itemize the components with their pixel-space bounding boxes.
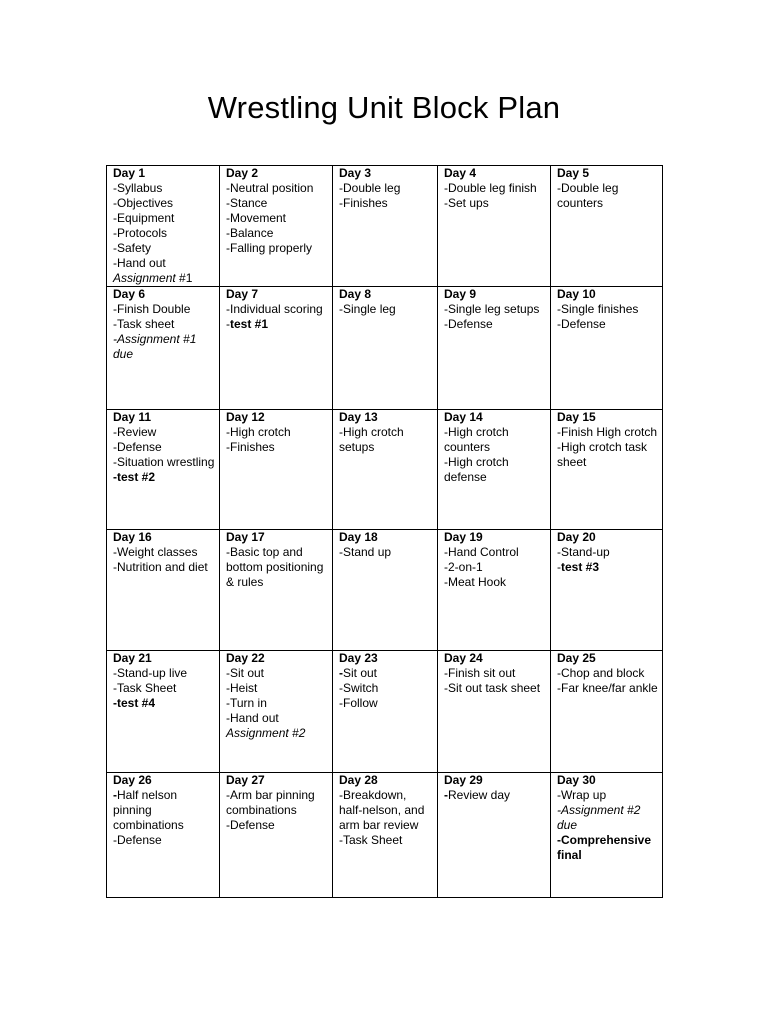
activity-text: Assignment #2 <box>226 726 306 740</box>
activity-line <box>226 545 328 590</box>
activity-text: -Finishes <box>226 440 275 454</box>
activity-text: -Follow <box>339 696 378 710</box>
activity-line <box>226 211 328 226</box>
activity-text: -Defense <box>113 440 162 454</box>
day-cell <box>107 287 220 410</box>
activity-text: Assignment <box>113 271 180 285</box>
activity-line <box>226 666 328 681</box>
day-cell <box>333 651 438 773</box>
activity-line <box>113 833 215 848</box>
day-label: Day 8 <box>339 287 372 301</box>
activity-text: Half nelson pinning combinations <box>113 788 184 832</box>
activity-text: - <box>113 788 117 802</box>
activity-text: -Defense <box>226 818 275 832</box>
day-label: Day 24 <box>444 651 483 665</box>
day-label: Day 3 <box>339 166 372 180</box>
activity-text: -Falling properly <box>226 241 313 255</box>
activity-text: -Breakdown, half-nelson, and arm bar review <box>339 788 425 832</box>
activity-text: -Switch <box>339 681 379 695</box>
day-cell <box>333 530 438 651</box>
activity-text: -Weight classes <box>113 545 198 559</box>
activity-text: -Comprehensive final <box>557 833 652 862</box>
activity-line <box>339 425 433 455</box>
activity-text: -Basic top and bottom positioning & rules <box>226 545 324 589</box>
activity-line <box>226 181 328 196</box>
activity-text: -Objectives <box>113 196 174 210</box>
day-cell <box>107 651 220 773</box>
activity-line <box>113 455 215 470</box>
day-cell <box>107 166 220 287</box>
activity-text: test #3 <box>561 560 600 574</box>
day-cell <box>551 287 663 410</box>
activity-text: -Defense <box>444 317 493 331</box>
activity-text: -Single leg <box>339 302 396 316</box>
activity-line <box>113 560 215 575</box>
day-cell <box>107 410 220 530</box>
activity-line <box>113 696 215 711</box>
table-row <box>107 651 663 773</box>
day-label: Day 5 <box>557 166 590 180</box>
activity-line <box>444 317 546 332</box>
activity-text: -Double leg counters <box>557 181 619 210</box>
day-cell <box>551 410 663 530</box>
day-label: Day 14 <box>444 410 483 424</box>
day-label: Day 30 <box>557 773 596 787</box>
activity-text: -Hand out <box>226 711 279 725</box>
activity-line <box>113 181 215 196</box>
activity-text: -High crotch defense <box>444 455 509 484</box>
day-label: Day 15 <box>557 410 596 424</box>
day-cell <box>333 410 438 530</box>
activity-text: -Finishes <box>339 196 388 210</box>
activity-text: -Assignment #1 due <box>113 332 197 361</box>
activity-line <box>113 211 215 226</box>
activity-text: -test #2 <box>113 470 156 484</box>
activity-text: -Syllabus <box>113 181 163 195</box>
day-label: Day 29 <box>444 773 483 787</box>
activity-line <box>226 241 328 256</box>
day-cell <box>220 166 333 287</box>
block-plan-table <box>106 165 663 898</box>
activity-line <box>444 788 546 803</box>
activity-text: -Situation wrestling <box>113 455 215 469</box>
day-cell <box>551 530 663 651</box>
activity-text: -Task sheet <box>113 317 175 331</box>
activity-text: -Assignment #2 due <box>557 803 641 832</box>
activity-text: -Set ups <box>444 196 489 210</box>
day-label: Day 2 <box>226 166 259 180</box>
day-label: Day 26 <box>113 773 152 787</box>
activity-text: -Protocols <box>113 226 168 240</box>
activity-line <box>339 196 433 211</box>
activity-line <box>113 788 215 833</box>
activity-text: -Single leg setups <box>444 302 540 316</box>
activity-text: - <box>557 560 561 574</box>
activity-text: -Balance <box>226 226 274 240</box>
activity-text: -Sit out <box>226 666 265 680</box>
activity-line <box>226 726 328 741</box>
activity-line <box>557 302 658 317</box>
activity-line <box>339 681 433 696</box>
activity-line <box>226 196 328 211</box>
table-row <box>107 287 663 410</box>
activity-line <box>557 440 658 470</box>
day-cell <box>220 410 333 530</box>
activity-text: -Task Sheet <box>339 833 403 847</box>
day-cell <box>438 410 551 530</box>
table-row <box>107 530 663 651</box>
activity-text: -Stand up <box>339 545 392 559</box>
day-label: Day 20 <box>557 530 596 544</box>
activity-line <box>226 302 328 317</box>
day-cell <box>333 287 438 410</box>
activity-text: -Single finishes <box>557 302 639 316</box>
day-cell <box>438 530 551 651</box>
day-cell <box>220 651 333 773</box>
activity-line <box>339 666 433 681</box>
table-row <box>107 166 663 287</box>
activity-text: - <box>226 317 230 331</box>
activity-line <box>113 256 215 271</box>
activity-text: -Stand-up live <box>113 666 188 680</box>
activity-text: -Finish sit out <box>444 666 516 680</box>
activity-line <box>444 196 546 211</box>
day-cell <box>333 773 438 898</box>
activity-line <box>557 560 658 575</box>
day-cell <box>220 287 333 410</box>
activity-text: -Movement <box>226 211 287 225</box>
day-label: Day 11 <box>113 410 152 424</box>
activity-text: -Finish Double <box>113 302 191 316</box>
day-label: Day 27 <box>226 773 265 787</box>
activity-line <box>339 545 433 560</box>
day-label: Day 13 <box>339 410 378 424</box>
activity-line <box>226 818 328 833</box>
activity-text: test #1 <box>230 317 269 331</box>
activity-text: -Double leg <box>339 181 401 195</box>
day-cell <box>220 530 333 651</box>
activity-line <box>113 317 215 332</box>
activity-line <box>226 711 328 726</box>
activity-line <box>444 455 546 485</box>
day-label: Day 21 <box>113 651 152 665</box>
activity-line <box>113 271 215 286</box>
activity-line <box>113 545 215 560</box>
activity-text: -High crotch task sheet <box>557 440 648 469</box>
activity-text: -Nutrition and diet <box>113 560 208 574</box>
activity-text: #1 <box>179 271 193 285</box>
activity-line <box>557 666 658 681</box>
activity-line <box>557 803 658 833</box>
day-cell <box>551 166 663 287</box>
activity-line <box>557 317 658 332</box>
day-label: Day 4 <box>444 166 477 180</box>
activity-text: -Review <box>113 425 157 439</box>
activity-text: -Far knee/far ankle <box>557 681 658 695</box>
activity-text: -High crotch setups <box>339 425 404 454</box>
activity-line <box>226 440 328 455</box>
activity-line <box>339 696 433 711</box>
page-title: Wrestling Unit Block Plan <box>207 90 561 125</box>
activity-line <box>113 302 215 317</box>
activity-text: -Safety <box>113 241 152 255</box>
activity-line <box>444 575 546 590</box>
activity-line <box>113 425 215 440</box>
activity-line <box>339 833 433 848</box>
activity-line <box>444 425 546 455</box>
day-label: Day 19 <box>444 530 483 544</box>
activity-line <box>113 332 215 362</box>
activity-line <box>444 181 546 196</box>
activity-text: -Heist <box>226 681 258 695</box>
day-cell <box>107 773 220 898</box>
day-cell <box>333 166 438 287</box>
activity-line <box>339 181 433 196</box>
activity-line <box>113 666 215 681</box>
day-label: Day 12 <box>226 410 265 424</box>
activity-line <box>444 681 546 696</box>
activity-line <box>444 545 546 560</box>
activity-line <box>226 788 328 818</box>
day-label: Day 28 <box>339 773 378 787</box>
activity-text: -Hand Control <box>444 545 519 559</box>
day-cell <box>551 651 663 773</box>
activity-text: -Meat Hook <box>444 575 507 589</box>
day-cell <box>438 287 551 410</box>
activity-line <box>557 545 658 560</box>
activity-line <box>557 788 658 803</box>
activity-line <box>557 833 658 863</box>
day-cell <box>220 773 333 898</box>
day-label: Day 25 <box>557 651 596 665</box>
activity-line <box>113 470 215 485</box>
activity-line <box>113 440 215 455</box>
day-cell <box>438 651 551 773</box>
activity-line <box>339 788 433 833</box>
activity-text: -High crotch counters <box>444 425 509 454</box>
day-label: Day 17 <box>226 530 265 544</box>
activity-text: -Defense <box>113 833 162 847</box>
activity-text: -Individual scoring <box>226 302 323 316</box>
activity-text: -Turn in <box>226 696 267 710</box>
activity-text: -Stance <box>226 196 268 210</box>
activity-text: -test #4 <box>113 696 156 710</box>
day-label: Day 22 <box>226 651 265 665</box>
day-label: Day 7 <box>226 287 259 301</box>
activity-text: - <box>339 666 343 680</box>
activity-line <box>113 226 215 241</box>
activity-text: -2-on-1 <box>444 560 483 574</box>
activity-text: -High crotch <box>226 425 291 439</box>
activity-line <box>557 425 658 440</box>
table-row <box>107 773 663 898</box>
table-row <box>107 410 663 530</box>
day-cell <box>551 773 663 898</box>
day-label: Day 1 <box>113 166 146 180</box>
activity-line <box>557 181 658 211</box>
day-label: Day 9 <box>444 287 477 301</box>
day-label: Day 6 <box>113 287 146 301</box>
activity-text: -Arm bar pinning combinations <box>226 788 315 817</box>
activity-text: -Chop and block <box>557 666 645 680</box>
activity-text: -Hand out <box>113 256 166 270</box>
activity-line <box>444 302 546 317</box>
activity-line <box>113 681 215 696</box>
day-label: Day 16 <box>113 530 152 544</box>
activity-text: -Sit out task sheet <box>444 681 541 695</box>
activity-text: Review day <box>448 788 511 802</box>
activity-text: -Wrap up <box>557 788 607 802</box>
activity-line <box>226 681 328 696</box>
day-label: Day 23 <box>339 651 378 665</box>
activity-line <box>226 696 328 711</box>
activity-line <box>226 317 328 332</box>
activity-text: -Neutral position <box>226 181 314 195</box>
activity-text: -Defense <box>557 317 606 331</box>
activity-line <box>444 666 546 681</box>
activity-text: -Task Sheet <box>113 681 177 695</box>
activity-line <box>113 196 215 211</box>
day-cell <box>438 166 551 287</box>
activity-line <box>444 560 546 575</box>
activity-text: - <box>444 788 448 802</box>
activity-text: -Equipment <box>113 211 175 225</box>
activity-text: -Stand-up <box>557 545 610 559</box>
activity-text: -Finish High crotch <box>557 425 658 439</box>
activity-line <box>226 226 328 241</box>
block-plan-body <box>107 166 663 898</box>
day-label: Day 18 <box>339 530 378 544</box>
activity-line <box>226 425 328 440</box>
day-cell <box>107 530 220 651</box>
activity-line <box>113 241 215 256</box>
day-cell <box>438 773 551 898</box>
activity-line <box>339 302 433 317</box>
activity-text: -Double leg finish <box>444 181 537 195</box>
activity-line <box>557 681 658 696</box>
day-label: Day 10 <box>557 287 596 301</box>
activity-text: Sit out <box>343 666 378 680</box>
